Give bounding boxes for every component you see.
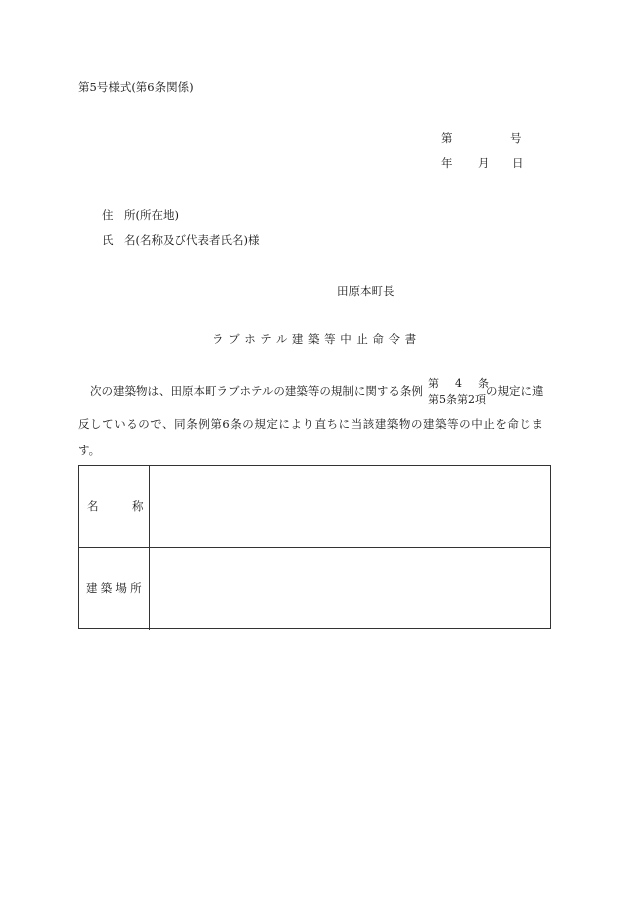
article-reference-stacked-bottom: 第5条第2項 bbox=[428, 393, 486, 406]
body-text-line3: す。 bbox=[78, 443, 101, 457]
article-prefix: 第 bbox=[428, 377, 439, 390]
issuer-name: 田原本町長 bbox=[337, 284, 395, 298]
body-text-line2: 反しているので、同条例第6条の規定により直ちに当該建築物の建築等の中止を命じま bbox=[78, 417, 544, 431]
form-number: 第5号様式(第6条関係) bbox=[78, 80, 194, 94]
article-suffix: 条 bbox=[478, 377, 489, 390]
table-label-name-first: 名 bbox=[87, 499, 99, 513]
table-label-cell-site bbox=[79, 548, 150, 630]
building-info-table bbox=[78, 465, 551, 629]
table-label-site: 建築場所 bbox=[86, 581, 145, 595]
name-value-cell[interactable] bbox=[150, 466, 550, 547]
addressee-name-label-rest: 名(名称及び代表者氏名)様 bbox=[124, 233, 260, 247]
date-month: 月 bbox=[478, 156, 490, 170]
addressee-address-label-rest: 所(所在地) bbox=[124, 208, 179, 222]
document-number-prefix: 第 bbox=[441, 131, 453, 145]
addressee-address-label-first: 住 bbox=[102, 208, 114, 222]
date-year: 年 bbox=[441, 156, 453, 170]
site-value-cell[interactable] bbox=[150, 548, 550, 630]
article-number: 4 bbox=[455, 377, 462, 390]
table-row-name bbox=[79, 466, 550, 548]
table-row-site bbox=[79, 548, 550, 630]
addressee-name-label-first: 氏 bbox=[102, 233, 114, 247]
body-text-line1-start: 次の建築物は、田原本町ラブホテルの建築等の規制に関する条例 bbox=[90, 384, 423, 398]
document-title: ラブホテル建築等中止命令書 bbox=[212, 332, 421, 346]
date-day: 日 bbox=[512, 156, 524, 170]
table-label-cell-name bbox=[79, 466, 150, 547]
body-text-line1-end: の規定に違 bbox=[486, 384, 544, 398]
table-label-name-second: 称 bbox=[132, 499, 144, 513]
document-number-suffix: 号 bbox=[510, 131, 522, 145]
article-reference-stacked-top bbox=[428, 378, 489, 389]
